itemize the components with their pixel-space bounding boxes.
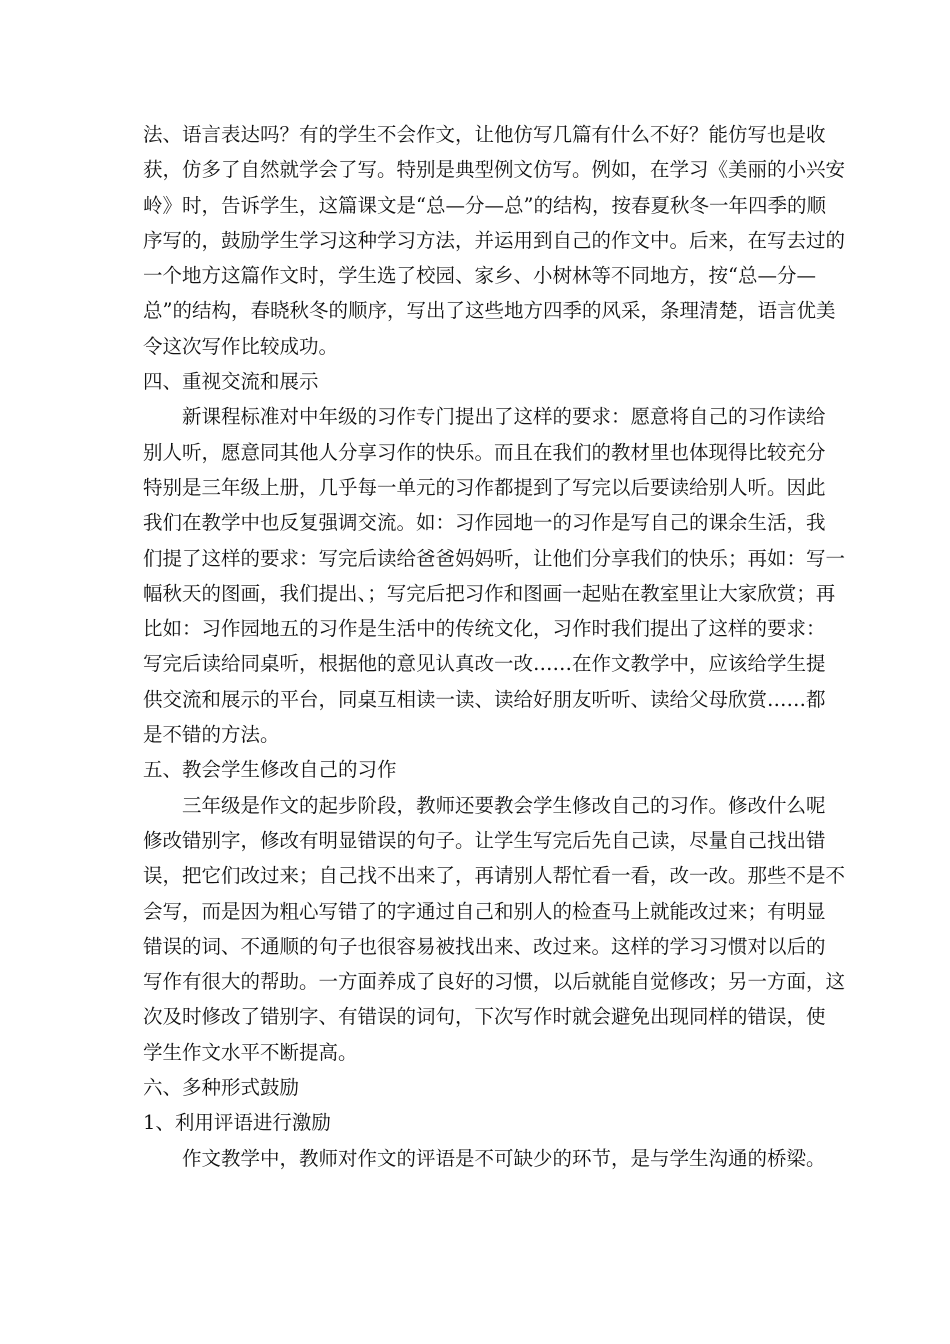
text-line: 一个地方这篇作文时，学生选了校园、家乡、小树林等不同地方，按“总—分— <box>143 264 816 288</box>
text-line: 新课程标准对中年级的习作专门提出了这样的要求：愿意将自己的习作读给 <box>182 405 826 429</box>
text-line: 总”的结构，春晓秋冬的顺序，写出了这些地方四季的风采，条理清楚，语言优美 <box>143 299 836 323</box>
text-line: 供交流和展示的平台，同桌互相读一读、读给好朋友听听、读给父母欣赏……都 <box>143 687 826 711</box>
text-line: 是不错的方法。 <box>143 723 280 747</box>
text-line: 次及时修改了错别字、有错误的词句，下次写作时就会避免出现同样的错误，使 <box>143 1005 826 1029</box>
text-line: 别人听，愿意同其他人分享习作的快乐。而且在我们的教材里也体现得比较充分 <box>143 440 826 464</box>
text-line: 误，把它们改过来；自己找不出来了，再请别人帮忙看一看，改一改。那些不是不 <box>143 864 846 888</box>
text-line: 四、重视交流和展示 <box>143 370 319 394</box>
text-line: 1、利用评语进行激励 <box>143 1111 331 1135</box>
body-text <box>143 117 846 1176</box>
text-line: 写作有很大的帮助。一方面养成了良好的习惯，以后就能自觉修改；另一方面，这 <box>143 970 846 994</box>
text-line: 幅秋天的图画，我们提出、；写完后把习作和图画一起贴在教室里让大家欣赏；再 <box>143 581 836 605</box>
text-line: 我们在教学中也反复强调交流。如：习作园地一的习作是写自己的课余生活，我 <box>143 511 826 535</box>
text-line: 六、多种形式鼓励 <box>143 1076 300 1100</box>
text-line: 获，仿多了自然就学会了写。特别是典型例文仿写。例如，在学习《美丽的小兴安 <box>143 158 846 182</box>
text-line: 作文教学中，教师对作文的评语是不可缺少的环节，是与学生沟通的桥梁。 <box>182 1146 826 1170</box>
text-line: 们提了这样的要求：写完后读给爸爸妈妈听，让他们分享我们的快乐；再如：写一 <box>143 546 846 570</box>
text-line: 修改错别字，修改有明显错误的句子。让学生写完后先自己读，尽量自己找出错 <box>143 828 826 852</box>
text-line: 五、教会学生修改自己的习作 <box>143 758 397 782</box>
text-line: 写完后读给同桌听，根据他的意见认真改一改……在作文教学中，应该给学生提 <box>143 652 826 676</box>
text-line: 三年级是作文的起步阶段，教师还要教会学生修改自己的习作。修改什么呢 <box>182 793 826 817</box>
text-line: 法、语言表达吗？有的学生不会作文，让他仿写几篇有什么不好？能仿写也是收 <box>143 123 826 146</box>
text-line: 错误的词、不通顺的句子也很容易被找出来、改过来。这样的学习习惯对以后的 <box>143 934 826 958</box>
text-line: 序写的，鼓励学生学习这种学习方法，并运用到自己的作文中。后来，在写去过的 <box>143 228 846 252</box>
text-line: 令这次写作比较成功。 <box>143 334 339 358</box>
text-line: 会写，而是因为粗心写错了的字通过自己和别人的检查马上就能改过来；有明显 <box>143 899 826 923</box>
text-line: 特别是三年级上册，几乎每一单元的习作都提到了写完以后要读给别人听。因此 <box>143 475 826 499</box>
text-line: 岭》时，告诉学生，这篇课文是“总—分—总”的结构，按春夏秋冬一年四季的顺 <box>143 193 826 217</box>
text-line: 学生作文水平不断提高。 <box>143 1040 358 1064</box>
text-line: 比如：习作园地五的习作是生活中的传统文化，习作时我们提出了这样的要求： <box>143 617 826 641</box>
